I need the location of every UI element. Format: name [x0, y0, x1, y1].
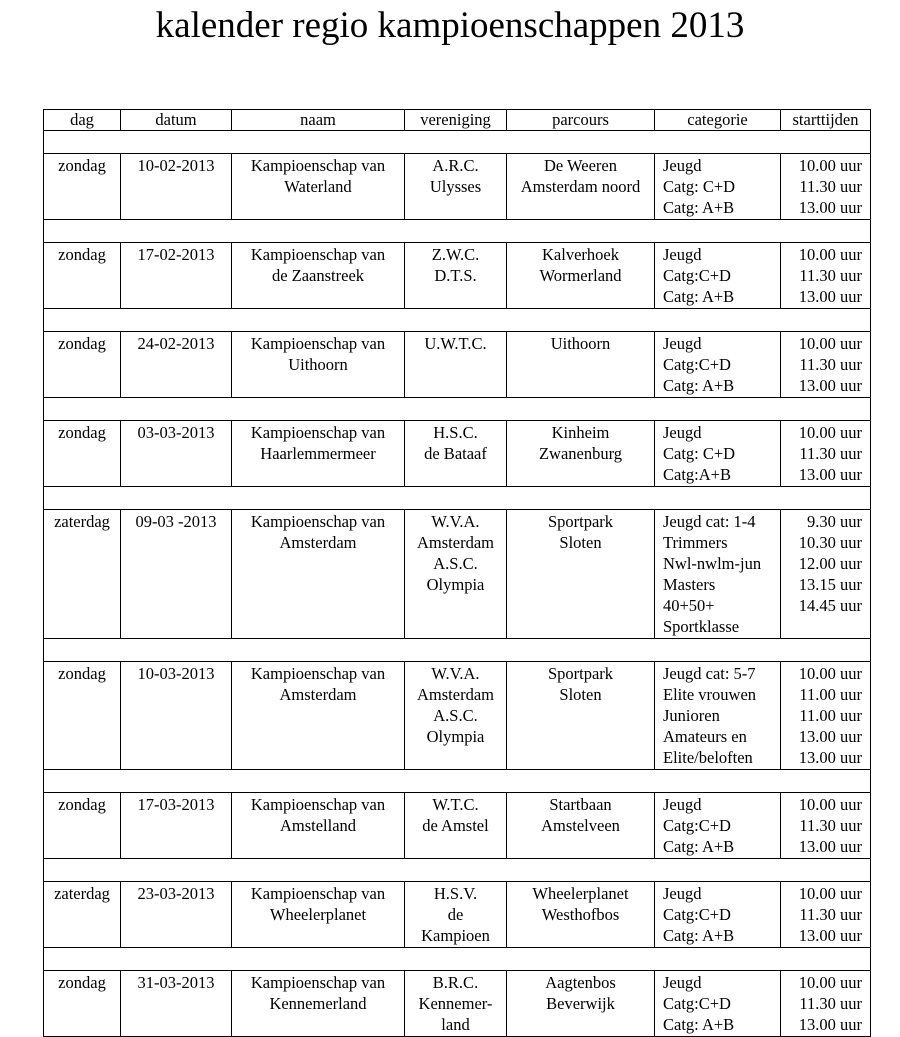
parcours-line: Sportpark: [547, 512, 614, 531]
cell-categorie: [655, 971, 781, 1037]
vereniging-line: H.S.V.: [433, 884, 478, 903]
parcours-line: Amsterdam noord: [520, 177, 641, 196]
vereniging-line: Kampioen: [421, 926, 490, 945]
parcours-line: Sloten: [559, 533, 602, 552]
cell-vereniging: [405, 662, 507, 770]
naam-line: Kampioenschap van: [250, 423, 386, 442]
cell-naam: [232, 332, 405, 398]
cell-datum: 10-02-2013: [121, 154, 232, 220]
categorie-line: Amateurs en: [663, 727, 747, 746]
cell-categorie: [655, 882, 781, 948]
naam-line: Kampioenschap van: [250, 512, 386, 531]
spacer-cell: [44, 398, 871, 421]
parcours-line: Sportpark: [547, 664, 614, 683]
spacer-cell: [44, 309, 871, 332]
naam-line: de Zaanstreek: [271, 266, 365, 285]
cell-parcours: [507, 332, 655, 398]
starttijden-line: 11.30 uur: [799, 905, 862, 924]
starttijden-line: 11.30 uur: [799, 994, 862, 1013]
cell-vereniging: [405, 510, 507, 639]
vereniging-line: Kennemer-: [418, 994, 493, 1013]
parcours-line: Startbaan: [549, 795, 612, 814]
starttijden-line: 10.00 uur: [798, 664, 862, 683]
starttijden-line: 13.00 uur: [798, 198, 862, 217]
spacer-row: [44, 487, 871, 510]
naam-line: Kampioenschap van: [250, 795, 386, 814]
parcours-line: Uithoorn: [550, 334, 611, 353]
naam-line: Waterland: [284, 177, 352, 196]
cell-vereniging: [405, 971, 507, 1037]
cell-vereniging: [405, 332, 507, 398]
cell-parcours: [507, 510, 655, 639]
vereniging-line: A.S.C.: [433, 554, 478, 573]
categorie-line: Sportklasse: [663, 617, 740, 636]
calendar-body: [44, 131, 871, 1037]
vereniging-line: land: [441, 1015, 470, 1034]
cell-dag: zaterdag: [44, 510, 121, 639]
col-header-vereniging: vereniging: [405, 110, 507, 131]
spacer-cell: [44, 220, 871, 243]
cell-dag: zondag: [44, 662, 121, 770]
cell-datum: 10-03-2013: [121, 662, 232, 770]
cell-parcours: [507, 421, 655, 487]
cell-starttijden: [781, 421, 871, 487]
cell-categorie: [655, 332, 781, 398]
categorie-line: Catg: A+B: [663, 1015, 735, 1034]
cell-datum: 17-02-2013: [121, 243, 232, 309]
cell-starttijden: [781, 793, 871, 859]
naam-line: Uithoorn: [288, 355, 348, 374]
naam-line: Kampioenschap van: [250, 884, 386, 903]
spacer-row: [44, 859, 871, 882]
starttijden-line: 13.00 uur: [798, 376, 862, 395]
cell-starttijden: [781, 882, 871, 948]
categorie-line: Elite/beloften: [663, 748, 753, 767]
categorie-line: Jeugd: [663, 973, 702, 992]
categorie-line: Jeugd: [663, 156, 702, 175]
starttijden-line: 9.30 uur: [807, 512, 862, 531]
starttijden-line: 11.00 uur: [799, 706, 862, 725]
starttijden-line: 12.00 uur: [798, 554, 862, 573]
starttijden-line: 11.00 uur: [799, 685, 862, 704]
starttijden-line: 11.30 uur: [799, 816, 862, 835]
categorie-line: Catg: C+D: [663, 177, 736, 196]
cell-datum: 09-03 -2013: [121, 510, 232, 639]
cell-vereniging: [405, 421, 507, 487]
starttijden-line: 11.30 uur: [799, 177, 862, 196]
cell-parcours: [507, 971, 655, 1037]
header-row: [44, 110, 871, 131]
cell-vereniging: [405, 154, 507, 220]
categorie-line: Jeugd cat: 1-4: [663, 512, 756, 531]
vereniging-line: B.R.C.: [432, 973, 479, 992]
parcours-line: Zwanenburg: [538, 444, 623, 463]
categorie-line: Catg:C+D: [663, 816, 731, 835]
cell-datum: 23-03-2013: [121, 882, 232, 948]
cell-parcours: [507, 154, 655, 220]
table-row: [44, 793, 871, 859]
spacer-row: [44, 309, 871, 332]
col-header-naam: naam: [232, 110, 405, 131]
categorie-line: Catg: A+B: [663, 926, 735, 945]
spacer-cell: [44, 487, 871, 510]
cell-vereniging: [405, 882, 507, 948]
vereniging-line: Amsterdam: [417, 685, 494, 704]
categorie-line: Catg: A+B: [663, 837, 735, 856]
naam-line: Kampioenschap van: [250, 156, 386, 175]
categorie-line: Jeugd: [663, 795, 702, 814]
col-header-categorie: categorie: [655, 110, 781, 131]
cell-categorie: [655, 154, 781, 220]
categorie-line: Catg:C+D: [663, 905, 731, 924]
cell-starttijden: [781, 154, 871, 220]
starttijden-line: 10.00 uur: [798, 423, 862, 442]
table-row: [44, 510, 871, 639]
cell-naam: [232, 243, 405, 309]
starttijden-line: 13.00 uur: [798, 748, 862, 767]
table-row: [44, 971, 871, 1037]
cell-parcours: [507, 662, 655, 770]
parcours-line: Wormerland: [539, 266, 622, 285]
vereniging-line: W.V.A.: [431, 664, 480, 683]
categorie-line: Catg: A+B: [663, 376, 735, 395]
starttijden-line: 13.00 uur: [798, 727, 862, 746]
cell-naam: [232, 510, 405, 639]
categorie-line: Catg: A+B: [663, 287, 735, 306]
col-header-datum: datum: [121, 110, 232, 131]
cell-naam: [232, 793, 405, 859]
spacer-cell: [44, 948, 871, 971]
categorie-line: Trimmers: [663, 533, 728, 552]
spacer-row: [44, 770, 871, 793]
cell-parcours: [507, 243, 655, 309]
cell-starttijden: [781, 662, 871, 770]
cell-dag: zondag: [44, 154, 121, 220]
categorie-line: Jeugd: [663, 423, 702, 442]
naam-line: Haarlemmermeer: [260, 444, 376, 463]
naam-line: Kampioenschap van: [250, 664, 386, 683]
starttijden-line: 10.00 uur: [798, 884, 862, 903]
spacer-cell: [44, 639, 871, 662]
parcours-line: Sloten: [559, 685, 602, 704]
starttijden-line: 10.00 uur: [798, 973, 862, 992]
categorie-line: Catg:A+B: [663, 465, 731, 484]
categorie-line: Jeugd cat: 5-7: [663, 664, 756, 683]
cell-categorie: [655, 793, 781, 859]
categorie-line: Catg:C+D: [663, 355, 731, 374]
starttijden-line: 10.30 uur: [798, 533, 862, 552]
starttijden-line: 13.00 uur: [798, 926, 862, 945]
spacer-row: [44, 639, 871, 662]
starttijden-line: 14.45 uur: [798, 596, 862, 615]
table-row: [44, 662, 871, 770]
cell-dag: zondag: [44, 421, 121, 487]
starttijden-line: 10.00 uur: [798, 245, 862, 264]
cell-categorie: [655, 243, 781, 309]
categorie-line: Catg: A+B: [663, 198, 735, 217]
cell-dag: zondag: [44, 793, 121, 859]
cell-parcours: [507, 882, 655, 948]
col-header-parcours: parcours: [507, 110, 655, 131]
vereniging-line: Z.W.C.: [431, 245, 480, 264]
col-header-dag: dag: [44, 110, 121, 131]
vereniging-line: Ulysses: [429, 177, 482, 196]
categorie-line: 40+50+: [663, 596, 715, 615]
vereniging-line: A.S.C.: [433, 706, 478, 725]
table-row: [44, 332, 871, 398]
vereniging-line: W.V.A.: [431, 512, 480, 531]
categorie-line: Masters: [663, 575, 716, 594]
categorie-line: Nwl-nwlm-jun: [663, 554, 762, 573]
cell-vereniging: [405, 243, 507, 309]
cell-dag: zondag: [44, 971, 121, 1037]
cell-naam: [232, 421, 405, 487]
parcours-line: Kalverhoek: [542, 245, 619, 264]
naam-line: Amsterdam: [279, 685, 357, 704]
spacer-cell: [44, 770, 871, 793]
categorie-line: Elite vrouwen: [663, 685, 757, 704]
parcours-line: Kinheim: [551, 423, 610, 442]
naam-line: Kampioenschap van: [250, 245, 386, 264]
starttijden-line: 13.00 uur: [798, 1015, 862, 1034]
naam-line: Kampioenschap van: [250, 334, 386, 353]
categorie-line: Jeugd: [663, 334, 702, 353]
starttijden-line: 10.00 uur: [798, 795, 862, 814]
vereniging-line: de: [447, 905, 464, 924]
naam-line: Kampioenschap van: [250, 973, 386, 992]
categorie-line: Junioren: [663, 706, 720, 725]
col-header-starttijden: starttijden: [781, 110, 871, 131]
vereniging-line: de Bataaf: [424, 444, 487, 463]
parcours-line: Westhofbos: [541, 905, 620, 924]
naam-line: Amsterdam: [279, 533, 357, 552]
starttijden-line: 13.00 uur: [798, 837, 862, 856]
calendar-table: [43, 109, 871, 1037]
vereniging-line: Olympia: [426, 727, 485, 746]
starttijden-line: 13.00 uur: [798, 287, 862, 306]
cell-dag: zaterdag: [44, 882, 121, 948]
spacer-row: [44, 398, 871, 421]
categorie-line: Catg:C+D: [663, 266, 731, 285]
starttijden-line: 10.00 uur: [798, 156, 862, 175]
cell-starttijden: [781, 332, 871, 398]
spacer-row: [44, 220, 871, 243]
categorie-line: Catg:C+D: [663, 994, 731, 1013]
cell-starttijden: [781, 971, 871, 1037]
cell-categorie: [655, 662, 781, 770]
parcours-line: Beverwijk: [546, 994, 615, 1013]
naam-line: Amstelland: [279, 816, 357, 835]
cell-vereniging: [405, 793, 507, 859]
cell-datum: 17-03-2013: [121, 793, 232, 859]
starttijden-line: 13.00 uur: [798, 465, 862, 484]
cell-datum: 31-03-2013: [121, 971, 232, 1037]
vereniging-line: D.T.S.: [434, 266, 477, 285]
parcours-line: De Weeren: [543, 156, 618, 175]
table-row: [44, 243, 871, 309]
parcours-line: Wheelerplanet: [532, 884, 629, 903]
cell-naam: [232, 154, 405, 220]
parcours-line: Amstelveen: [541, 816, 620, 835]
table-row: [44, 154, 871, 220]
cell-starttijden: [781, 510, 871, 639]
parcours-line: Aagtenbos: [545, 973, 616, 992]
cell-dag: zondag: [44, 332, 121, 398]
vereniging-line: Amsterdam: [417, 533, 494, 552]
naam-line: Wheelerplanet: [269, 905, 367, 924]
vereniging-line: Olympia: [426, 575, 485, 594]
vereniging-line: H.S.C.: [433, 423, 478, 442]
vereniging-line: de Amstel: [422, 816, 489, 835]
cell-starttijden: [781, 243, 871, 309]
table-row: [44, 421, 871, 487]
cell-parcours: [507, 793, 655, 859]
spacer-row: [44, 131, 871, 154]
spacer-cell: [44, 859, 871, 882]
starttijden-line: 10.00 uur: [798, 334, 862, 353]
categorie-line: Jeugd: [663, 245, 702, 264]
cell-naam: [232, 882, 405, 948]
starttijden-line: 11.30 uur: [799, 444, 862, 463]
cell-datum: 24-02-2013: [121, 332, 232, 398]
vereniging-line: A.R.C.: [432, 156, 479, 175]
cell-datum: 03-03-2013: [121, 421, 232, 487]
categorie-line: Jeugd: [663, 884, 702, 903]
page-title: kalender regio kampioenschappen 2013: [155, 5, 745, 46]
table-row: [44, 882, 871, 948]
naam-line: Kennemerland: [269, 994, 367, 1013]
cell-naam: [232, 662, 405, 770]
spacer-row: [44, 948, 871, 971]
vereniging-line: W.T.C.: [432, 795, 479, 814]
cell-categorie: [655, 510, 781, 639]
cell-categorie: [655, 421, 781, 487]
spacer-cell: [44, 131, 871, 154]
starttijden-line: 11.30 uur: [799, 266, 862, 285]
starttijden-line: 13.15 uur: [798, 575, 862, 594]
categorie-line: Catg: C+D: [663, 444, 736, 463]
cell-dag: zondag: [44, 243, 121, 309]
cell-naam: [232, 971, 405, 1037]
starttijden-line: 11.30 uur: [799, 355, 862, 374]
vereniging-line: U.W.T.C.: [424, 334, 487, 353]
